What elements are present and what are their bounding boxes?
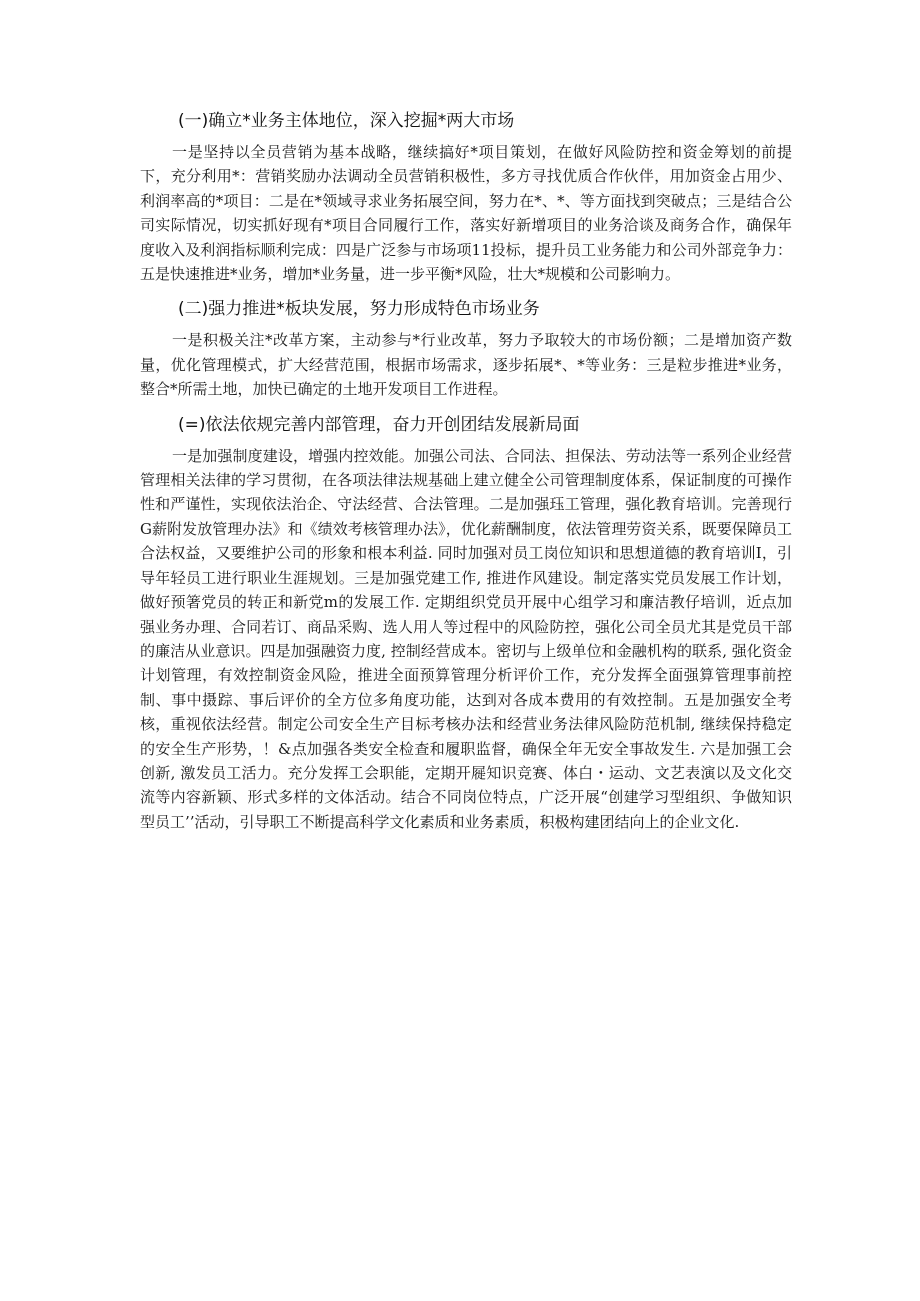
section-2-body: 一是积极关注*改革方案，主动参与*行业改革，努力予取较大的市场份额；二是增加资产数量，优化管理模式，扩大经营范围，根据市场需求，逐步拓展*、*等业务：三是粒步推进*业务，整合*所需土地，加快已确定的土地开发项目工作进程。 <box>140 331 792 399</box>
section-2-heading: (二)强力推进*板块发展，努力形成特色市场业务 <box>178 299 540 320</box>
section-1 <box>140 108 792 286</box>
section-1-body: 一是坚持以全员营销为基本战略，继续搞好*项目策划，在做好风险防控和资金筹划的前提下，充分利用*：营销奖励办法调动全员营销积极性，多方寻找优质合作伙伴，用加资金占用少、利润率高的*项目：二是在*领域寻求业务拓展空间，努力在*、*、等方面找到突破点；三是结合公司实际情况，切实抓好现有*项目合同履行工作，落实好新增项目的业务洽谈及商务合作，确保年度收入及利润指标顺利完成：四是广泛参与市场项11投标，提升员工业务能力和公司外部竞争力：五是快速推进*业务，增加*业务量，进一步平衡*风险，壮大*规模和公司影响力。 <box>140 143 792 284</box>
section-3 <box>140 412 792 835</box>
section-1-heading: (一)确立*业务主体地位，深入挖掘*两大市场 <box>178 111 515 131</box>
section-3-body: 一是加强制度建设，增强内控效能。加强公司法、合同法、担保法、劳动法等一系列企业经营管理相关法律的学习贯彻，在各项法律法规基础上建立健全公司管理制度体系，保证制度的可操作性和严谨性，实现依法治企、守法经营、合法管理。二是加强珏工管理，强化教育培训。完善现行G薪附发放管理办法》和《绩效考核管理办法》，优化薪酬制度，依法管理劳资关系，既要保障员工合法权益，又要维护公司的形象和根本利益. 同时加强对员工岗位知识和思想道德的教育培训I，引导年轻员工进行职业生涯规划。三是加强党建工作, 推进作风建设。制定落实党员发展工作计划，做好预箸党员的转正和新党m的发展工作. 定期组织党员开展中心组学习和廉洁教仔培训，近点加强业务办理、合同若订、商品采购、选人用人等过程中的风险防控，强化公司全员尤其是党员干部的廉洁从业意识。四是加强融资力度, 控制经营成本。密切与上级单位和金融机构的联系, 强化资金计划管理，有效控制资金风险，推进全面预算管理分析评价工作，充分发挥全面强算管理事前控制、事中摄踪、事后评价的全方位多角度功能，达到对各成本费用的有效控制。五是加强安全考核，重视依法经营。制定公司安全生产目标考核办法和经营业务法律风险防范机制, 继续保持稳定的安全生产形势，！&点加强各类安全检查和履职监督，确保全年无安全事故发生. 六是加强工会创新, 激发员工活力。充分发挥工会职能，定期开屣知识竞赛、体白・运动、文艺表演以及文化交流等内容新颖、形式多样的文体活动。结合不同岗位特点，广泛开展“创建学习型组织、争做知识型员工’’活动，引导职工不断提高科学文化素质和业务素质，积极构建团结向上的企业文化. <box>140 446 792 831</box>
section-3-heading: (=)依法依规完善内部管理，奋力开创团结发展新局面 <box>178 414 580 435</box>
document-page <box>140 100 792 844</box>
section-2 <box>140 296 792 401</box>
